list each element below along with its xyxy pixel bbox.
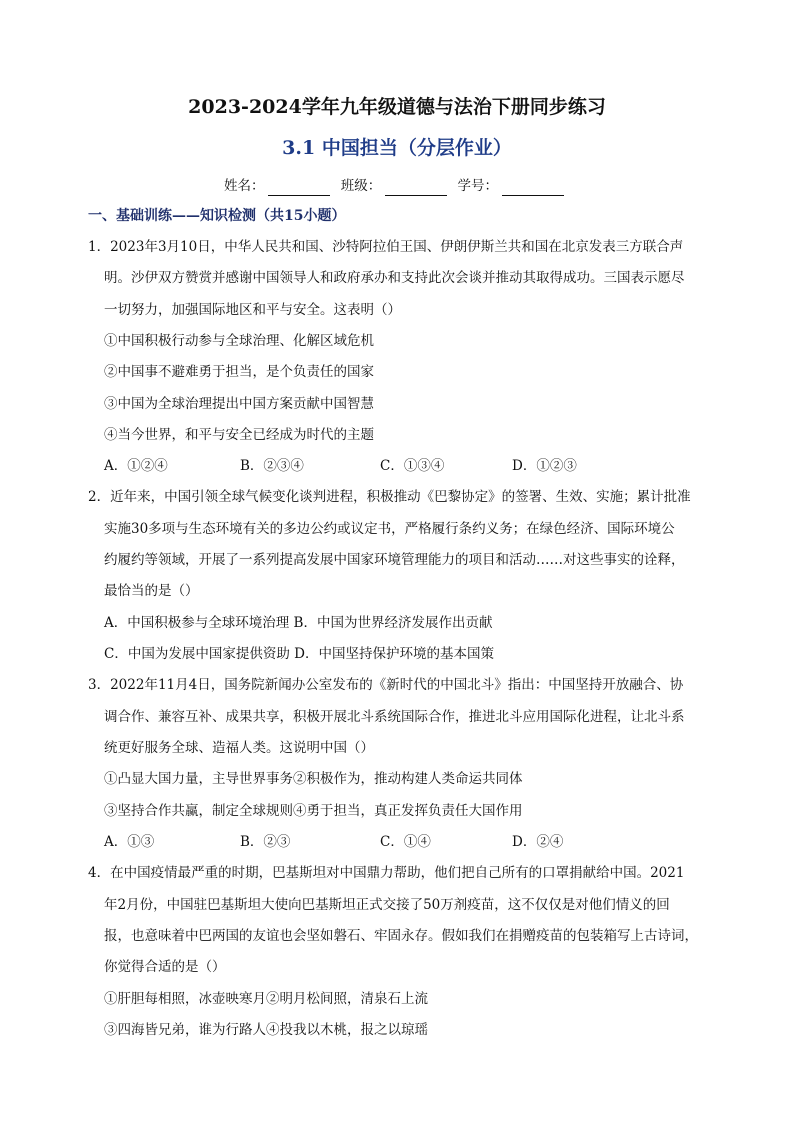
question-3-option-a[interactable]: A．①③ (104, 834, 155, 850)
question-4-line-4: 你觉得合适的是（） (104, 959, 226, 975)
name-blank[interactable] (268, 181, 330, 196)
question-4-statement-row-2: ③四海皆兄弟，谁为行路人④投我以木桃，报之以琼瑶 (104, 1022, 428, 1038)
question-3-line-3: 统更好服务全球、造福人类。这说明中国（） (104, 740, 374, 756)
question-1-option-b[interactable]: B．②③④ (240, 458, 304, 474)
question-3-option-b[interactable]: B．②③ (240, 834, 291, 850)
question-1-statement-4: ④当今世界，和平与安全已经成为时代的主题 (104, 427, 374, 443)
question-3-line-2: 调合作、兼容互补、成果共享，积极开展北斗系统国际合作，推进北斗应用国际化进程，让北斗系 (104, 709, 685, 725)
class-blank[interactable] (385, 181, 447, 196)
section-heading: 一、基础训练——知识检测（共15小题） (88, 208, 346, 224)
question-1-statement-1: ①中国积极行动参与全球治理、化解区域危机 (104, 333, 374, 349)
question-1-line-1: 1．2023年3月10日，中华人民共和国、沙特阿拉伯王国、伊朗伊斯兰共和国在北京发表三方联合声 (88, 239, 684, 255)
question-3-statement-row-1: ①凸显大国力量，主导世界事务②积极作为，推动构建人类命运共同体 (104, 771, 523, 787)
document-title: 2023-2024学年九年级道德与法治下册同步练习 (188, 96, 606, 118)
question-1-line-3: 一切努力，加强国际地区和平与安全。这表明（） (104, 302, 401, 318)
question-1-option-a[interactable]: A．①②④ (104, 458, 168, 474)
question-2-line-3: 约履约等领域，开展了一系列提高发展中国家环境管理能力的项目和活动……对这些事实的诠释， (104, 552, 685, 568)
document-subtitle: 3.1 中国担当（分层作业） (282, 137, 512, 159)
question-2-line-2: 实施30多项与生态环境有关的多边公约或议定书，严格履行条约义务；在绿色经济、国际环境公 (104, 521, 675, 537)
question-4-line-1: 4．在中国疫情最严重的时期，巴基斯坦对中国鼎力帮助，他们把自己所有的口罩捐献给中国。2021 (88, 865, 685, 881)
question-3-line-1: 3．2022年11月4日，国务院新闻办公室发布的《新时代的中国北斗》指出：中国坚持开放融合、协 (88, 677, 684, 693)
question-4-line-3: 报，也意味着中巴两国的友谊也会坚如磐石、牢固永存。假如我们在捐赠疫苗的包装箱写上古诗词， (104, 928, 698, 944)
question-1-statement-3: ③中国为全球治理提出中国方案贡献中国智慧 (104, 396, 374, 412)
question-4-line-2: 年2月份，中国驻巴基斯坦大使向巴基斯坦正式交接了50万剂疫苗，这不仅仅是对他们情义的回 (104, 897, 670, 913)
id-blank[interactable] (502, 181, 564, 196)
question-1-option-d[interactable]: D．①②③ (512, 458, 577, 474)
question-3-options (104, 832, 563, 852)
question-3-option-c[interactable]: C．①④ (380, 834, 431, 850)
question-1-statement-2: ②中国事不避难勇于担当，是个负责任的国家 (104, 364, 374, 380)
class-label: 班级： (340, 178, 382, 194)
question-1-line-2: 明。沙伊双方赞赏并感谢中国领导人和政府承办和支持此次会谈并推动其取得成功。三国表示愿尽 (104, 270, 685, 286)
question-1-option-c[interactable]: C．①③④ (380, 458, 445, 474)
question-2-option-row-1[interactable]: A．中国积极参与全球环境治理 B．中国为世界经济发展作出贡献 (104, 615, 493, 631)
question-3-option-d[interactable]: D．②④ (512, 834, 564, 850)
name-label: 姓名： (223, 178, 265, 194)
question-1-options (104, 456, 577, 476)
question-2-line-4: 最恰当的是（） (104, 583, 199, 599)
question-3-statement-row-2: ③坚持合作共赢，制定全球规则④勇于担当，真正发挥负责任大国作用 (104, 803, 523, 819)
id-label: 学号： (457, 178, 499, 194)
student-info-row (0, 176, 794, 196)
question-4-statement-row-1: ①肝胆每相照，冰壶映寒月②明月松间照，清泉石上流 (104, 991, 428, 1007)
question-2-option-row-2[interactable]: C．中国为发展中国家提供资助 D．中国坚持保护环境的基本国策 (104, 646, 494, 662)
question-2-line-1: 2．近年来，中国引领全球气候变化谈判进程，积极推动《巴黎协定》的签署、生效、实施；累计批准 (88, 489, 691, 505)
